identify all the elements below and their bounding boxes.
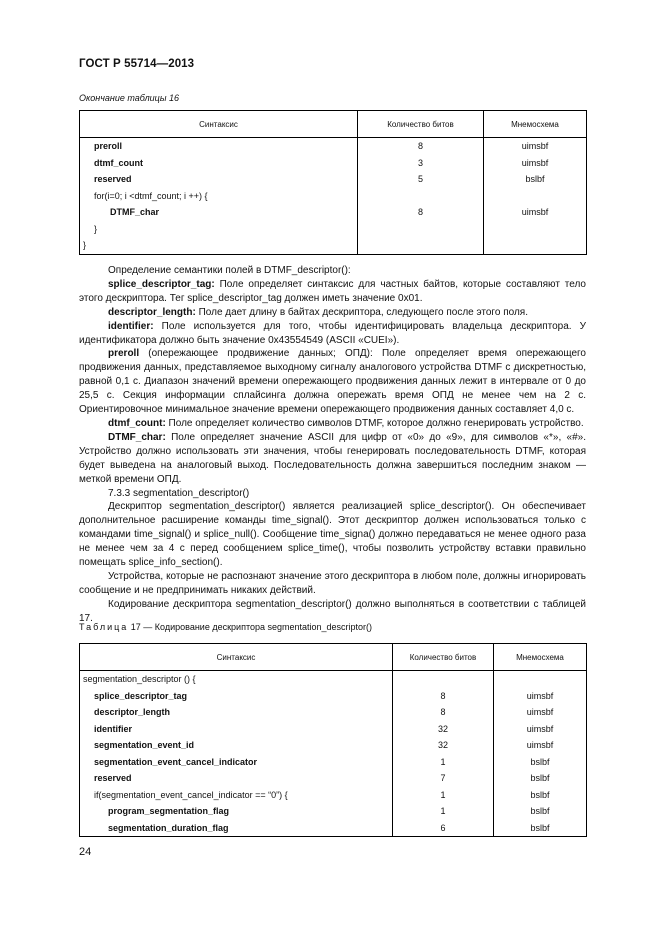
table-row [80, 688, 587, 705]
table-row [80, 237, 587, 254]
mnemonic-cell: uimsbf [484, 155, 587, 172]
paragraph-dtmf-char [79, 431, 586, 487]
definition: Поле определяет количество символов DTMF, которое должно генерировать устройство. [165, 417, 584, 429]
syntax-cell: } [80, 221, 358, 238]
definition: (опережающее продвижение данных; ОПД): Поле определяет время опережающего продвижения данных, представляемое выходному сигналу аналогового устройства DTMF с дискретностью, равной 0,1 с. Диапазон значений времени опережающего продвижения данных лежит в интервале от 0 до 25,5 с. Секция информации сплайсинга должна опережать время ОПД не менее чем на 2 с. Ориентировочное минимальное значение времени опережающего продвижения данных составляет 4,0 с. [79, 348, 586, 416]
syntax-cell: descriptor_length [80, 704, 393, 721]
page-number: 24 [79, 846, 92, 858]
bits-cell: 6 [393, 820, 494, 837]
mnemonic-cell [484, 188, 587, 205]
term: preroll [108, 348, 140, 360]
paragraph-devices: Устройства, которые не распознают значение этого дескриптора в любом поле, должны игнорировать сообщение и не предпринимать никаких действий. [79, 570, 586, 596]
bits-cell: 8 [393, 704, 494, 721]
term: descriptor_length: [108, 306, 196, 318]
paragraph-identifier [79, 320, 586, 348]
table-row [80, 138, 587, 155]
term: splice_descriptor_tag: [108, 278, 215, 290]
table-row [80, 803, 587, 820]
bits-cell [358, 188, 484, 205]
table-row [80, 737, 587, 754]
table-row [80, 754, 587, 771]
syntax-cell: program_segmentation_flag [80, 803, 393, 820]
table-row [80, 188, 587, 205]
syntax-cell: dtmf_count [80, 155, 358, 172]
table-row [80, 820, 587, 837]
paragraph-descriptor-length [79, 306, 586, 320]
definition: Поле дает длину в байтах дескриптора, следующего после этого поля. [195, 306, 528, 318]
syntax-cell: segmentation_event_id [80, 737, 393, 754]
syntax-cell: identifier [80, 721, 393, 738]
mnemonic-cell: bslbf [494, 820, 587, 837]
column-header-bits: Количество битов [393, 644, 494, 671]
table-16 [79, 110, 587, 255]
syntax-cell: splice_descriptor_tag [80, 688, 393, 705]
caption-text: 17 — Кодирование дескриптора segmentation_descriptor() [128, 622, 373, 632]
mnemonic-cell: bslbf [494, 787, 587, 804]
syntax-cell: reserved [80, 171, 358, 188]
document-header: ГОСТ Р 55714—2013 [79, 58, 195, 70]
table-row [80, 204, 587, 221]
syntax-cell: if(segmentation_event_cancel_indicator == “0”) { [80, 787, 393, 804]
table-header-row [80, 111, 587, 138]
definition: Поле определяет значение ASCII для цифр от «0» до «9», для символов «*», «#». Устройство должно использовать эти значения, чтобы генерировать последовательность DTMF, которая будет выведена на аналоговый выход. Последовательность должна завершиться последним знаком — меткой времени ОПД. [79, 431, 586, 485]
caption-label: Таблица [79, 622, 129, 632]
table-17-caption [79, 622, 372, 632]
mnemonic-cell: bslbf [494, 770, 587, 787]
table-row [80, 671, 587, 688]
table-row [80, 704, 587, 721]
table-row [80, 770, 587, 787]
bits-cell: 32 [393, 737, 494, 754]
bits-cell: 8 [358, 138, 484, 155]
paragraph-intro: Определение семантики полей в DTMF_descriptor(): [108, 265, 351, 276]
definition: Поле определяет синтаксис для частных байтов, которые составляют тело этого дескриптора. Тег splice_descriptor_tag должен иметь значение 0x01. [79, 278, 586, 304]
term: dtmf_count: [108, 417, 166, 429]
paragraph-segmentation: Дескриптор segmentation_descriptor() является реализацией splice_descriptor(). Он обеспечивает дополнительное расширение команды time_signal(). Этот дескриптор должен использоваться только с командами time_signal() и splice_null(). Сообщение time_signa() должно передаваться не менее одного раза не менее чем за 4 с перед сообщением splice_time(), чтобы позволить устройству вставки правильно помещать splice_info_section(). [79, 501, 586, 569]
mnemonic-cell: uimsbf [484, 138, 587, 155]
table-row [80, 155, 587, 172]
syntax-cell: } [80, 237, 358, 254]
mnemonic-cell: uimsbf [484, 204, 587, 221]
bits-cell: 8 [393, 688, 494, 705]
mnemonic-cell: uimsbf [494, 688, 587, 705]
body-text [79, 264, 586, 626]
mnemonic-cell: uimsbf [494, 704, 587, 721]
bits-cell [393, 671, 494, 688]
table-16-caption: Окончание таблицы 16 [79, 93, 179, 103]
bits-cell: 1 [393, 787, 494, 804]
bits-cell [358, 221, 484, 238]
syntax-cell: preroll [80, 138, 358, 155]
table-row [80, 787, 587, 804]
column-header-syntax: Синтаксис [80, 111, 358, 138]
bits-cell: 3 [358, 155, 484, 172]
syntax-cell: segmentation_event_cancel_indicator [80, 754, 393, 771]
bits-cell: 8 [358, 204, 484, 221]
mnemonic-cell: bslbf [484, 171, 587, 188]
mnemonic-cell [494, 671, 587, 688]
paragraph-preroll [79, 347, 586, 417]
bits-cell [358, 237, 484, 254]
column-header-mnemonic: Мнемосхема [484, 111, 587, 138]
section-heading: 7.3.3 segmentation_descriptor() [108, 487, 250, 499]
syntax-cell: for(i=0; i <dtmf_count; i ++) { [80, 188, 358, 205]
mnemonic-cell: uimsbf [494, 737, 587, 754]
bits-cell: 1 [393, 754, 494, 771]
table-row [80, 171, 587, 188]
table-row [80, 721, 587, 738]
table-row [80, 221, 587, 238]
paragraph-splice-descriptor-tag [79, 278, 586, 306]
bits-cell: 5 [358, 171, 484, 188]
bits-cell: 7 [393, 770, 494, 787]
bits-cell: 32 [393, 721, 494, 738]
syntax-cell: DTMF_char [80, 204, 358, 221]
paragraph-coding: Кодирование дескриптора segmentation_descriptor() должно выполняться в соответствии с таблицей 17. [79, 598, 586, 624]
column-header-syntax: Синтаксис [80, 644, 393, 671]
table-header-row [80, 644, 587, 671]
definition: Поле используется для того, чтобы идентифицировать владельца дескриптора. У идентификатора должно быть значение 0x43554549 (ASCII «CUEI»). [79, 320, 586, 346]
mnemonic-cell: bslbf [494, 754, 587, 771]
mnemonic-cell [484, 237, 587, 254]
mnemonic-cell: uimsbf [494, 721, 587, 738]
paragraph-dtmf-count [79, 417, 586, 431]
syntax-cell: reserved [80, 770, 393, 787]
bits-cell: 1 [393, 803, 494, 820]
mnemonic-cell: bslbf [494, 803, 587, 820]
mnemonic-cell [484, 221, 587, 238]
column-header-mnemonic: Мнемосхема [494, 644, 587, 671]
syntax-cell: segmentation_duration_flag [80, 820, 393, 837]
term: DTMF_char: [108, 431, 166, 443]
column-header-bits: Количество битов [358, 111, 484, 138]
syntax-cell: segmentation_descriptor () { [80, 671, 393, 688]
term: identifier: [108, 320, 154, 332]
table-17 [79, 643, 587, 837]
